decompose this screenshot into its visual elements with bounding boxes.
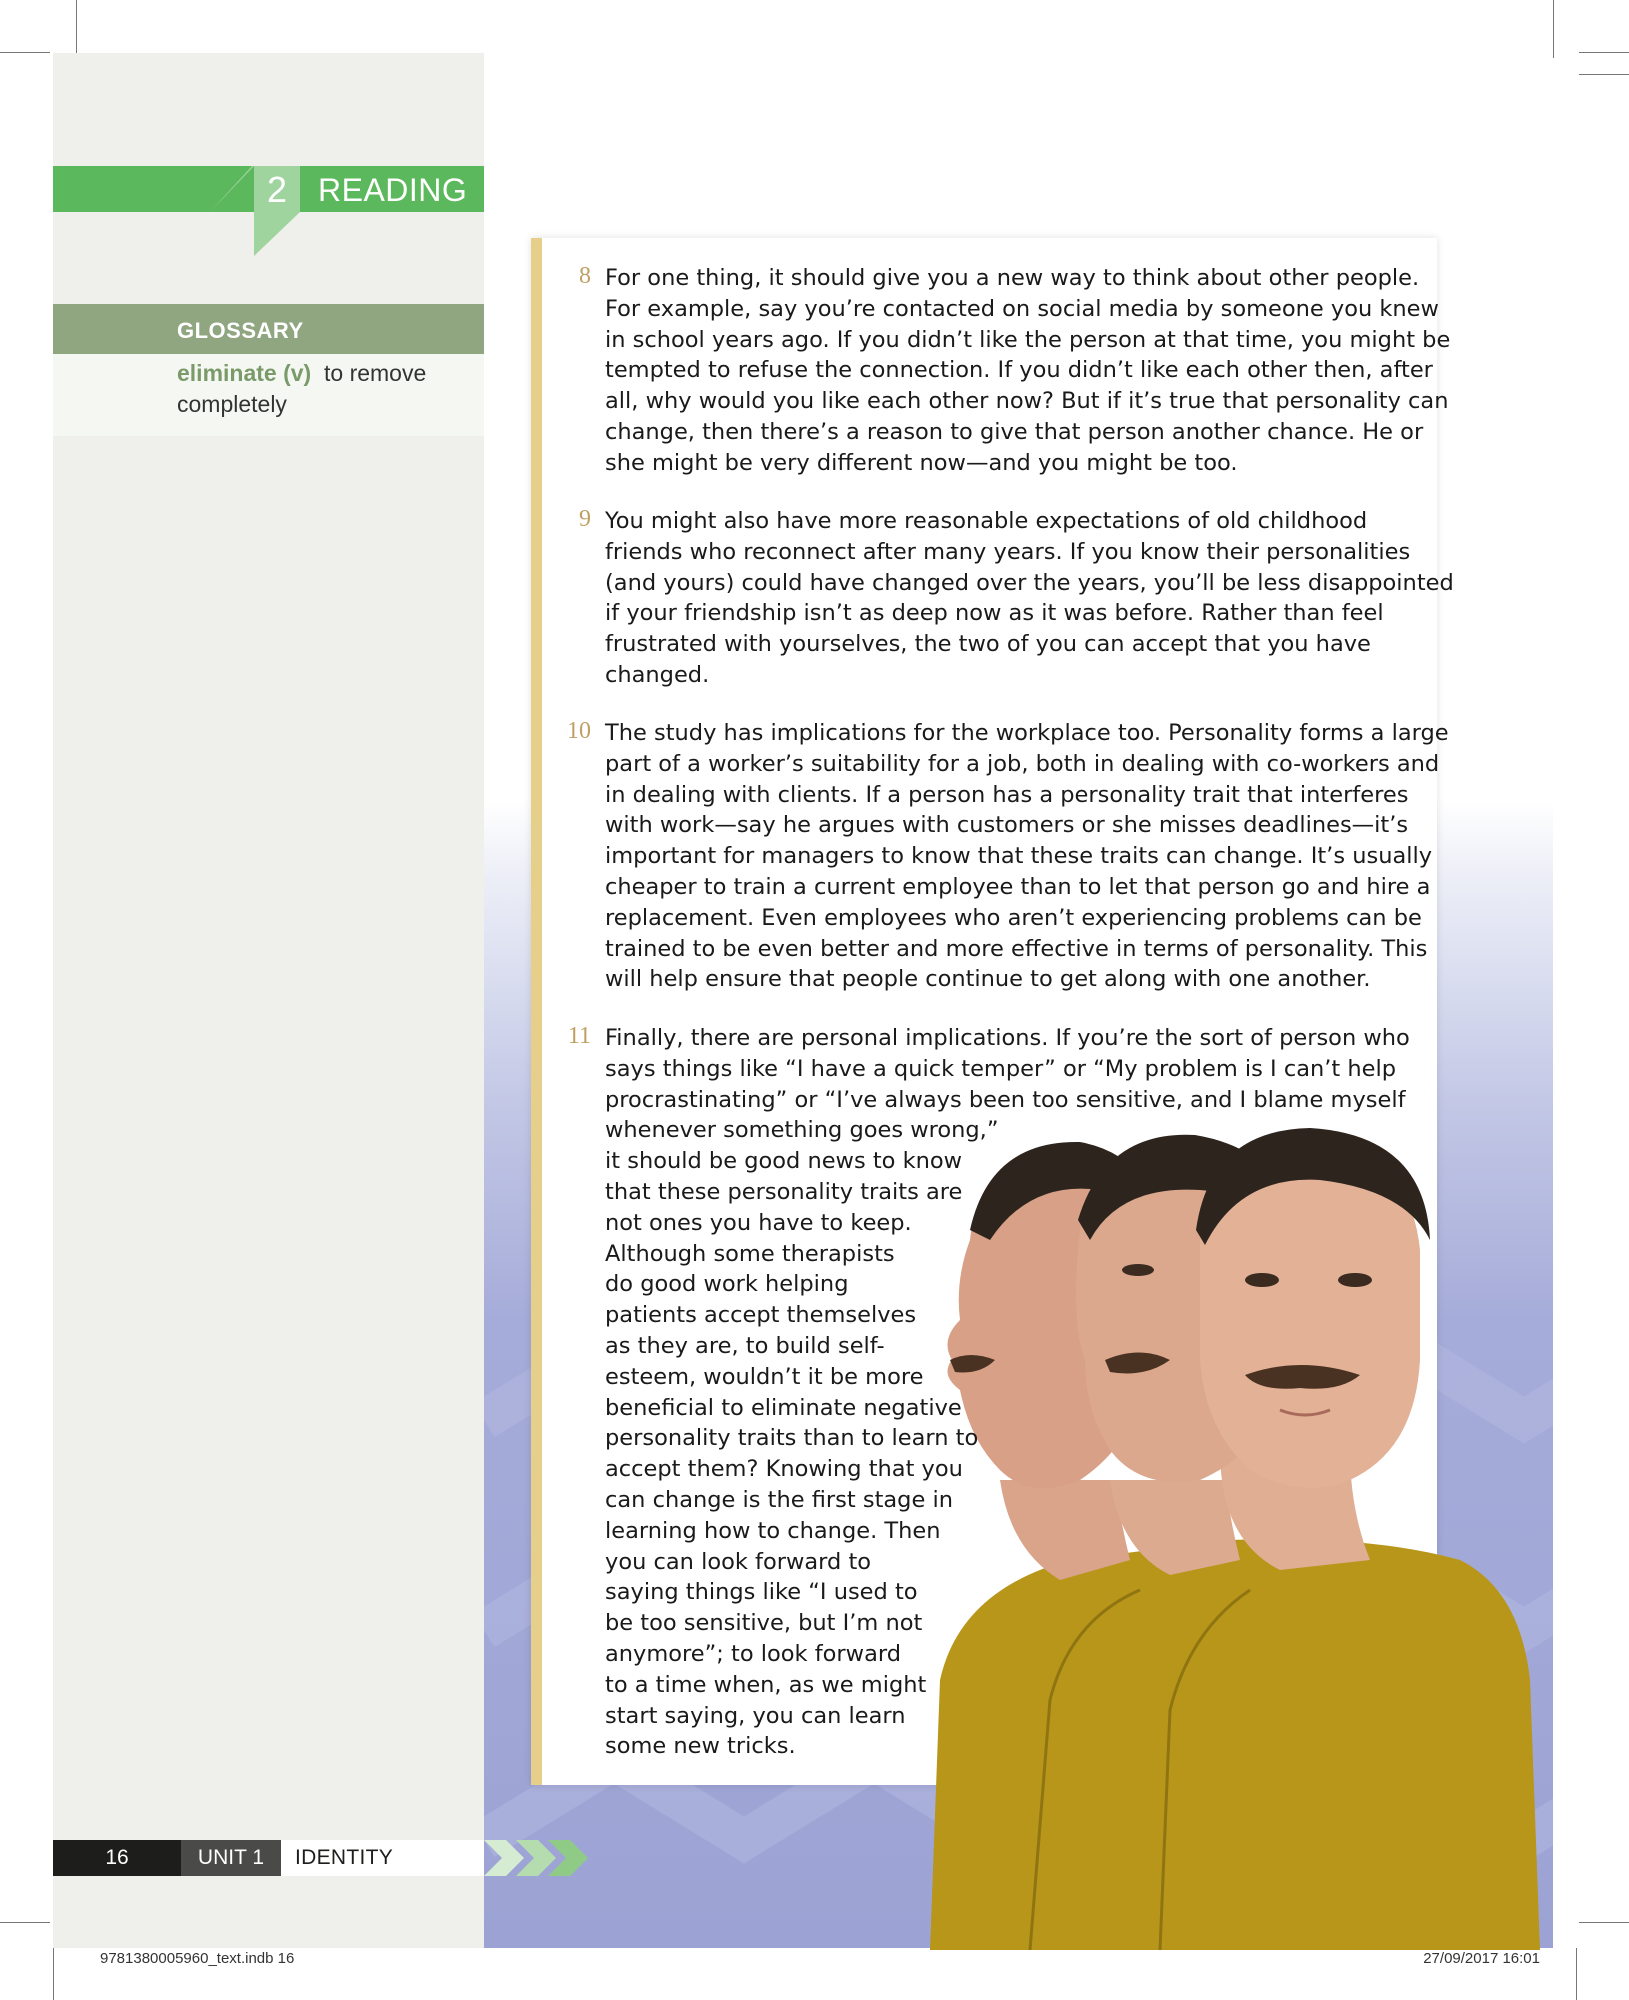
text-line: anymore”; to look forward <box>605 1640 902 1667</box>
text-line: in school years ago. If you didn’t like the person at that time, you might be <box>605 326 1451 353</box>
text-line: it should be good news to know <box>605 1148 963 1175</box>
text-line: frustrated with yourselves, the two of you can accept that you have <box>605 631 1371 658</box>
crop-mark <box>1579 74 1629 75</box>
crop-mark <box>1576 1948 1577 2000</box>
text-line: as they are, to build self- <box>605 1332 885 1359</box>
unit-label: UNIT 1 <box>197 1846 265 1869</box>
text-line: will help ensure that people continue to get along with one another. <box>605 966 1371 993</box>
crop-mark <box>53 1948 54 2000</box>
section-title: READING <box>318 172 468 208</box>
paragraph-10 <box>605 718 1449 995</box>
glossary-term: eliminate (v) <box>177 360 312 386</box>
text-line: procrastinating” or “I’ve always been too sensitive, and I blame myself <box>605 1086 1406 1113</box>
paragraph-11 <box>605 1023 1425 1762</box>
paragraph-number: 8 <box>579 263 591 289</box>
text-line: trained to be even better and more effective in terms of personality. This <box>605 935 1428 962</box>
crop-mark <box>0 1922 50 1923</box>
text-line: in dealing with clients. If a person has a personality trait that interferes <box>605 781 1409 808</box>
text-line: Although some therapists <box>605 1240 895 1267</box>
text-line: change, then there’s a reason to give that person another chance. He or <box>605 418 1424 445</box>
text-line: saying things like “I used to <box>605 1579 918 1606</box>
text-line: Finally, there are personal implications. If you’re the sort of person who <box>605 1025 1410 1051</box>
glossary-label: GLOSSARY <box>177 318 304 343</box>
text-line: patients accept themselves <box>605 1302 917 1329</box>
text-line: start saying, you can learn <box>605 1702 906 1729</box>
paragraph-8 <box>605 263 1451 479</box>
chevron-arrows-icon <box>484 1840 624 1876</box>
text-line: whenever something goes wrong,” <box>605 1117 999 1144</box>
text-line: cheaper to train a current employee than to let that person go and hire a <box>605 873 1431 900</box>
paragraph-number: 11 <box>567 1023 591 1049</box>
section-number: 2 <box>266 169 288 210</box>
text-line: be too sensitive, but I’m not <box>605 1610 923 1637</box>
paragraph-number: 9 <box>579 506 591 532</box>
text-line: important for managers to know that these traits can change. It’s usually <box>605 843 1433 870</box>
text-line: can change is the first stage in <box>605 1486 953 1513</box>
text-line: part of a worker’s suitability for a job, both in dealing with co-workers and <box>605 750 1440 777</box>
paragraph-number: 10 <box>567 718 591 744</box>
text-line: For example, say you’re contacted on social media by someone you knew <box>605 295 1439 322</box>
unit-title: IDENTITY <box>295 1846 394 1869</box>
text-line: replacement. Even employees who aren’t experiencing problems can be <box>605 904 1422 931</box>
text-line: with work—say he argues with customers or she misses deadlines—it’s <box>605 812 1409 839</box>
glossary-definition: to remove <box>324 360 427 386</box>
text-line: (and yours) could have changed over the years, you’ll be less disappointed <box>605 569 1454 596</box>
paragraph-9 <box>605 506 1454 691</box>
crop-mark <box>1579 52 1629 53</box>
text-line: esteem, wouldn’t it be more <box>605 1363 924 1390</box>
text-line: friends who reconnect after many years. If you know their personalities <box>605 538 1411 565</box>
crop-mark <box>1553 0 1554 58</box>
page-number: 16 <box>105 1846 129 1869</box>
text-line: You might also have more reasonable expectations of old childhood <box>605 508 1368 534</box>
text-line: changed. <box>605 661 710 688</box>
text-line: do good work helping <box>605 1271 849 1298</box>
text-line: some new tricks. <box>605 1733 796 1760</box>
text-line: beneficial to eliminate negative <box>605 1394 962 1421</box>
text-line: accept them? Knowing that you <box>605 1456 963 1483</box>
crop-mark <box>76 0 77 58</box>
text-line: to a time when, as we might <box>605 1671 927 1698</box>
print-slug-timestamp: 27/09/2017 16:01 <box>1423 1950 1540 1967</box>
crop-mark <box>0 52 50 53</box>
crop-mark <box>1579 1922 1629 1923</box>
text-line: if your friendship isn’t as deep now as it was before. Rather than feel <box>605 600 1384 627</box>
text-line: For one thing, it should give you a new way to think about other people. <box>605 265 1420 291</box>
glossary-definition-cont: completely <box>177 391 287 417</box>
text-line: The study has implications for the workplace too. Personality forms a large <box>605 720 1449 746</box>
text-line: learning how to change. Then <box>605 1517 941 1544</box>
glossary-entry <box>177 358 467 420</box>
text-line: says things like “I have a quick temper” or “My problem is I can’t help <box>605 1055 1397 1082</box>
text-line: tempted to refuse the connection. If you didn’t like each other then, after <box>605 357 1433 384</box>
text-line: you can look forward to <box>605 1548 872 1575</box>
text-line: she might be very different now—and you might be too. <box>605 449 1238 476</box>
text-line: that these personality traits are <box>605 1178 963 1205</box>
text-line: personality traits than to learn to <box>605 1425 979 1452</box>
print-slug-file: 9781380005960_text.indb 16 <box>100 1950 295 1967</box>
text-line: all, why would you like each other now? But if it’s true that personality can <box>605 388 1449 415</box>
text-line: not ones you have to keep. <box>605 1209 912 1236</box>
card-accent-bar <box>531 238 542 1785</box>
